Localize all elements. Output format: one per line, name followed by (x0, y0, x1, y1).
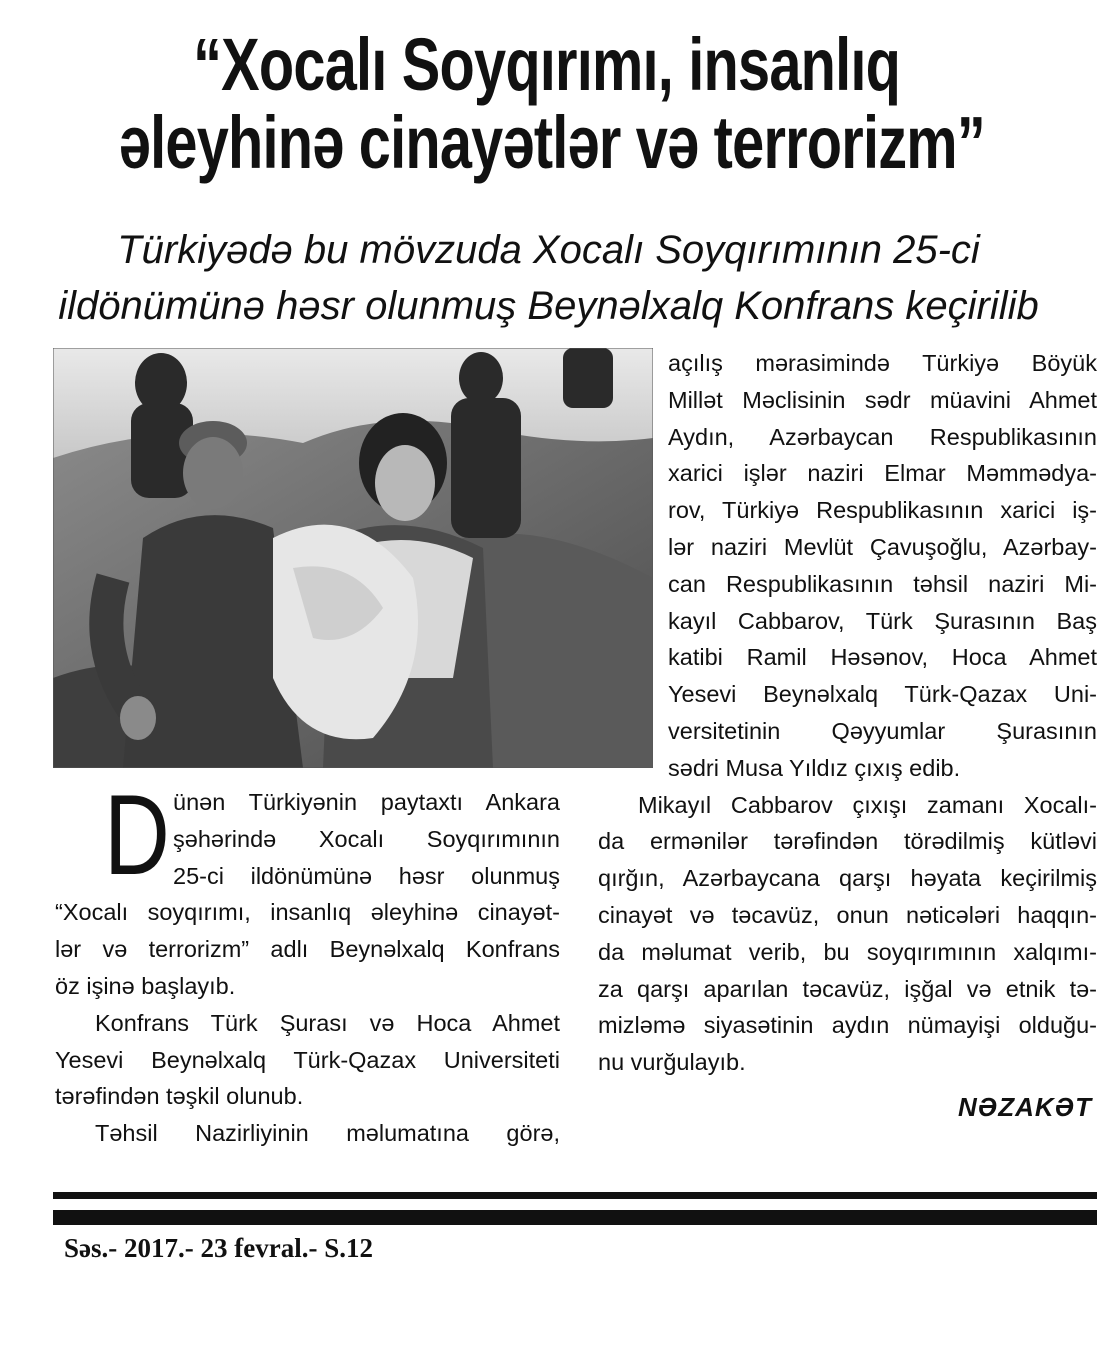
headline (118, 23, 985, 184)
article-line: versitetinin Qəyyumlar Şurasının (668, 717, 1097, 744)
article-line: şəhərində Xocalı Soyqırımının (173, 825, 560, 852)
article-column-right (598, 345, 1097, 1081)
article-line: cinayət və təcavüz, onun nəticələri haqqın- (598, 901, 1097, 928)
article-line: nu vurğulayıb. (598, 1049, 746, 1076)
subheadline-line-1: Türkiyədə bu mövzuda Xocalı Soyqırımının 25-ci (117, 228, 980, 272)
headline-line-2: əleyhinə cinayətlər və terrorizm” (118, 101, 985, 184)
article-line: lər və terrorizm” adlı Beynəlxalq Konfrans (55, 936, 560, 963)
article-line: tərəfindən təşkil olunub. (55, 1083, 304, 1110)
article-line: açılış mərasimində Türkiyə Böyük (668, 350, 1097, 376)
article-line: Yesevi Beynəlxalq Türk-Qazax Uni- (668, 681, 1097, 708)
article-line: za qarşı aparılan təcavüz, işğal və etnik tə- (598, 975, 1097, 1002)
article-line: xarici işlər naziri Elmar Məmmədya- (668, 460, 1097, 487)
article-line: qırğın, Azərbaycana qarşı həyata keçirilmiş (598, 865, 1097, 892)
article-line: da ermənilər tərəfindən törədilmiş kütləvi (598, 828, 1097, 855)
article-line: 25-ci ildönümünə həsr olunmuş (173, 862, 560, 889)
article-photo (53, 348, 653, 768)
footer-rule-thin (53, 1192, 1097, 1199)
article-line: Konfrans Türk Şurası və Hoca Ahmet (95, 1009, 560, 1036)
subheadline-line-2: ildönümünə həsr olunmuş Beynəlxalq Konfrans keçirilib (58, 284, 1039, 328)
article-line: lər naziri Mevlüt Çavuşoğlu, Azərbay- (668, 533, 1097, 560)
article-line: mizləmə siyasətinin aydın nümayişi olduğu- (598, 1012, 1097, 1039)
article-line: katibi Ramil Həsənov, Hoca Ahmet (668, 644, 1097, 671)
article-line: sədri Musa Yıldız çıxış edib. (668, 754, 961, 781)
article-line: Millət Məclisinin sədr müavini Ahmet (668, 386, 1097, 413)
source-citation: Səs.- 2017.- 23 fevral.- S.12 (64, 1233, 373, 1263)
footer-rule-thick (53, 1210, 1097, 1225)
article-line: ünən Türkiyənin paytaxtı Ankara (173, 789, 560, 815)
drop-cap: D (104, 772, 170, 899)
photo-illustration (53, 348, 653, 768)
article-line: da məlumat verib, bu soyqırımının xalqımı- (598, 938, 1097, 965)
author-byline: NƏZAKƏT (958, 1092, 1092, 1122)
article-line: rov, Türkiyə Respublikasının xarici iş- (668, 497, 1097, 524)
article-line: Mikayıl Cabbarov çıxışı zamanı Xocalı- (638, 791, 1097, 818)
article-column-left (55, 772, 560, 1152)
article-line: öz işinə başlayıb. (55, 972, 236, 999)
article-line: kayıl Cabbarov, Türk Şurasının Baş (668, 607, 1097, 634)
article-line: “Xocalı soyqırımı, insanlıq əleyhinə cinayət- (55, 899, 560, 926)
article-line: Yesevi Beynəlxalq Türk-Qazax Universiteti (55, 1046, 560, 1073)
subheadline (0, 222, 1097, 334)
article-line: Aydın, Azərbaycan Respublikasının (668, 423, 1097, 450)
headline-line-1: “Xocalı Soyqırımı, insanlıq (193, 23, 901, 106)
article-line: can Respublikasının təhsil naziri Mi- (668, 570, 1097, 597)
article-line: Təhsil Nazirliyinin məlumatına görə, (95, 1120, 560, 1147)
